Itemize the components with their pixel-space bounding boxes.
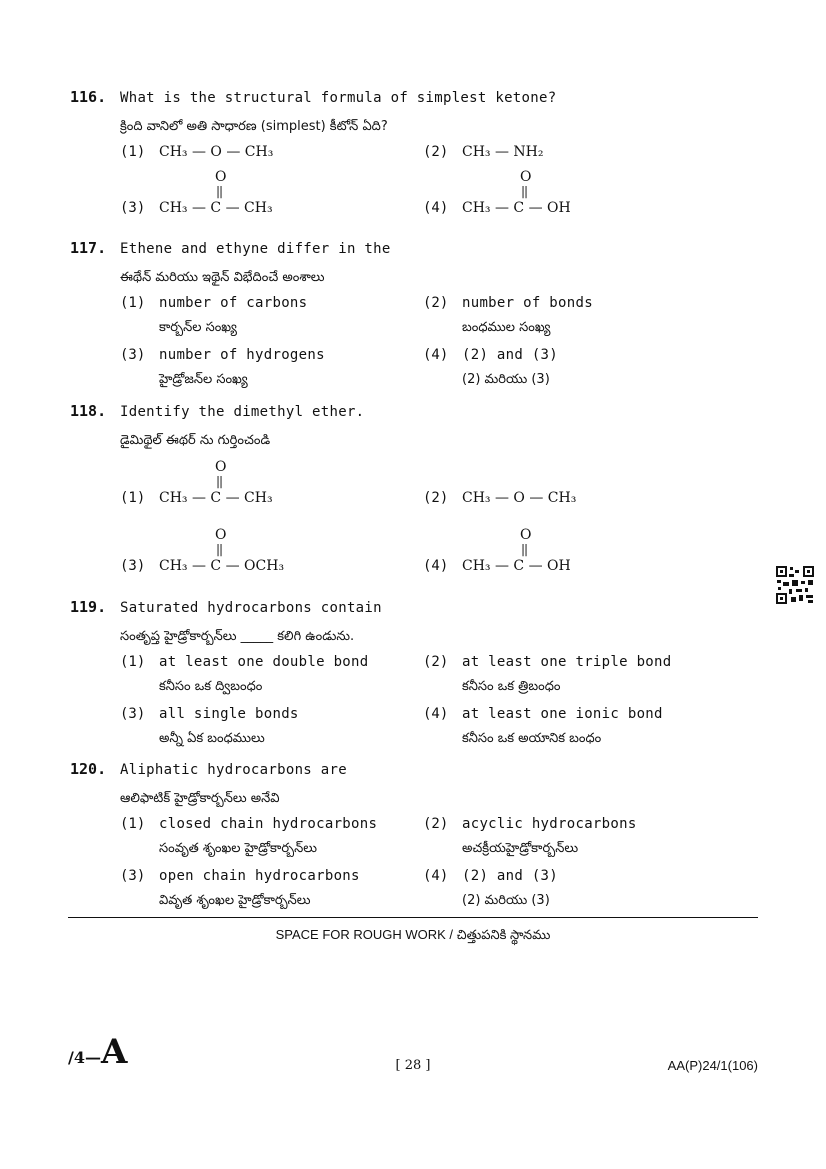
structural-formula: [159, 460, 419, 516]
carbonyl-oxygen: O: [520, 527, 532, 543]
question-text-english: Identify the dimethyl ether.: [120, 404, 365, 420]
option-4: [423, 528, 726, 584]
option-number: (1): [120, 144, 146, 160]
carbonyl-oxygen: O: [215, 459, 227, 475]
option-1: [120, 812, 423, 862]
option-number: (1): [120, 295, 146, 311]
option-text-english: (2) and (3): [462, 868, 559, 884]
chem-formula: CH₃ — O — CH₃: [462, 490, 577, 506]
option-2: [423, 460, 726, 516]
set-letter: A: [100, 1032, 128, 1072]
double-bond: ||: [216, 474, 223, 488]
option-text-telugu: వివృత శృంఖల హైడ్రోకార్బన్‌లు: [159, 893, 311, 908]
option-number: (2): [423, 816, 449, 832]
question-text-english: What is the structural formula of simplest ketone?: [120, 90, 557, 106]
option-2: [423, 291, 726, 341]
footer-divider: [68, 917, 758, 918]
chem-formula: CH₃ — NH₂: [462, 144, 544, 160]
question-text-telugu: క్రింది వానిలో అతి సాధారణ (simplest) కీటోన్ ఏది?: [120, 119, 388, 134]
set-prefix: /4—: [68, 1048, 101, 1067]
option-2: [423, 650, 726, 700]
option-3: [120, 170, 423, 226]
structural-formula: [159, 528, 419, 584]
option-number: (3): [120, 706, 146, 722]
carbonyl-oxygen: O: [520, 169, 532, 185]
question-number: 117.: [70, 239, 107, 257]
option-text-telugu: కార్బన్‌ల సంఖ్య: [159, 320, 237, 335]
option-3: [120, 702, 423, 752]
option-1: [120, 140, 423, 164]
chain: CH₃ — C — OCH₃: [159, 558, 285, 574]
structural-formula: [462, 528, 722, 584]
chain: CH₃ — C — OH: [462, 558, 571, 574]
option-number: (1): [120, 816, 146, 832]
double-bond: ||: [521, 542, 528, 556]
option-number: (3): [120, 200, 146, 216]
option-text-english: number of hydrogens: [159, 347, 325, 363]
option-1: [120, 650, 423, 700]
double-bond: ||: [216, 542, 223, 556]
option-2: [423, 140, 726, 164]
option-text-english: all single bonds: [159, 706, 299, 722]
double-bond: ||: [216, 184, 223, 198]
option-text-english: acyclic hydrocarbons: [462, 816, 637, 832]
chain: CH₃ — C — CH₃: [159, 490, 273, 506]
option-text-english: at least one triple bond: [462, 654, 672, 670]
question-118: [70, 402, 770, 584]
page-number: [ 28 ]: [395, 1058, 431, 1073]
option-4: [423, 702, 726, 752]
option-number: (3): [120, 347, 146, 363]
option-text-telugu: (2) మరియు (3): [462, 893, 550, 908]
option-text-telugu: కనీసం ఒక త్రిబంధం: [462, 679, 561, 694]
option-text-telugu: కనీసం ఒక ద్విబంధం: [159, 679, 263, 694]
option-4: [423, 343, 726, 393]
option-number: (1): [120, 490, 146, 506]
option-number: (2): [423, 654, 449, 670]
question-text-telugu: ఈథేన్ మరియు ఇథైన్ విభేదించే అంశాలు: [120, 270, 325, 285]
question-text-telugu: సంతృప్త హైడ్రోకార్బన్‌లు _____ కలిగి ఉండును.: [120, 629, 355, 644]
question-text-english: Aliphatic hydrocarbons are: [120, 762, 347, 778]
option-text-telugu: అన్నీ ఏక బంధములు: [159, 731, 265, 746]
option-1: [120, 291, 423, 341]
question-120: [70, 760, 770, 914]
option-number: (4): [423, 706, 449, 722]
chain: CH₃ — C — OH: [462, 200, 571, 216]
option-text-telugu: కనీసం ఒక అయానిక బంధం: [462, 731, 602, 746]
chem-formula: CH₃ — O — CH₃: [159, 144, 274, 160]
rough-work-label: SPACE FOR ROUGH WORK / చిత్తుపనికి స్థానము: [275, 927, 551, 942]
option-number: (2): [423, 295, 449, 311]
qr-code-icon: [775, 565, 815, 605]
option-text-telugu: అచక్రీయహైడ్రోకార్బన్‌లు: [462, 841, 579, 856]
option-3: [120, 343, 423, 393]
option-text-english: (2) and (3): [462, 347, 559, 363]
option-number: (1): [120, 654, 146, 670]
option-text-telugu: హైడ్రోజన్‌ల సంఖ్య: [159, 372, 248, 387]
carbonyl-oxygen: O: [215, 169, 227, 185]
question-number: 119.: [70, 598, 107, 616]
option-4: [423, 170, 726, 226]
carbonyl-oxygen: O: [215, 527, 227, 543]
paper-code: AA(P)24/1(106): [667, 1058, 758, 1073]
structural-formula: [159, 170, 419, 226]
question-number: 120.: [70, 760, 107, 778]
option-text-telugu: సంవృత శృంఖల హైడ్రోకార్బన్‌లు: [159, 841, 317, 856]
structural-formula: [462, 170, 722, 226]
option-number: (4): [423, 868, 449, 884]
question-number: 116.: [70, 88, 107, 106]
option-1: [120, 460, 423, 516]
option-text-english: at least one ionic bond: [462, 706, 663, 722]
option-number: (3): [120, 868, 146, 884]
option-text-telugu: (2) మరియు (3): [462, 372, 550, 387]
option-text-english: open chain hydrocarbons: [159, 868, 360, 884]
option-number: (4): [423, 558, 449, 574]
option-number: (3): [120, 558, 146, 574]
option-text-english: closed chain hydrocarbons: [159, 816, 378, 832]
option-number: (2): [423, 144, 449, 160]
option-text-english: at least one double bond: [159, 654, 369, 670]
question-116: [70, 88, 770, 226]
option-text-english: number of carbons: [159, 295, 308, 311]
double-bond: ||: [521, 184, 528, 198]
option-3: [120, 864, 423, 914]
question-text-english: Ethene and ethyne differ in the: [120, 241, 391, 257]
option-text-telugu: బంధముల సంఖ్య: [462, 320, 551, 335]
question-117: [70, 239, 770, 393]
option-number: (2): [423, 490, 449, 506]
option-number: (4): [423, 347, 449, 363]
option-4: [423, 864, 726, 914]
question-text-telugu: డైమిథైల్ ఈథర్ ను గుర్తించండి: [120, 433, 271, 448]
question-119: [70, 598, 770, 752]
chain: CH₃ — C — CH₃: [159, 200, 273, 216]
option-number: (4): [423, 200, 449, 216]
question-number: 118.: [70, 402, 107, 420]
question-text-english: Saturated hydrocarbons contain: [120, 600, 382, 616]
option-text-english: number of bonds: [462, 295, 593, 311]
option-3: [120, 528, 423, 584]
option-2: [423, 812, 726, 862]
question-text-telugu: ఆలిఫాటిక్ హైడ్రోకార్బన్‌లు అనేవి: [120, 791, 280, 806]
